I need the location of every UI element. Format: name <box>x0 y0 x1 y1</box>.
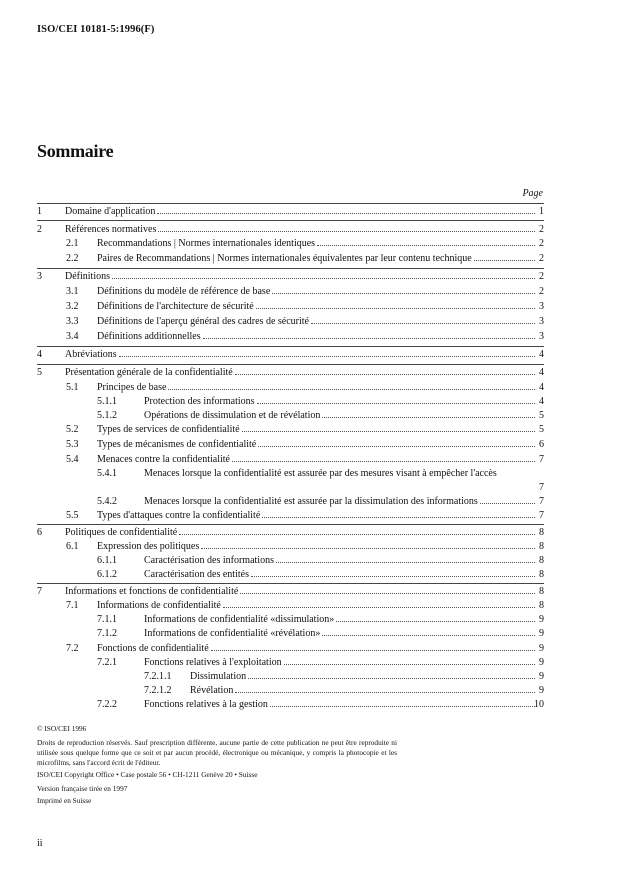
separator-rule <box>37 364 544 365</box>
toc-entry-page: 6 <box>539 439 544 450</box>
page-number: ii <box>37 838 43 849</box>
toc-entry-page: 3 <box>539 301 544 312</box>
version-note: Version française tirée en 1997 <box>37 784 128 793</box>
rights-notice: Droits de reproduction réservés. Sauf prescription différente, aucune partie de cette publication ne peut être reproduite ni utilisée sous quelque forme que ce soit et par aucun procédé, électronique ou mécanique, y compris la photocopie et les microfilms, sans l'accord écrit de l'éditeur. <box>37 738 397 767</box>
separator-rule <box>37 203 544 204</box>
copyright-office: ISO/CEI Copyright Office • Case postale 56 • CH-1211 Genève 20 • Suisse <box>37 770 258 779</box>
toc-entry-number: 2.1 <box>66 238 79 249</box>
toc-entry-number: 7 <box>37 586 42 597</box>
toc-entry-page: 9 <box>539 671 544 682</box>
toc-entry-5[interactable] <box>0 366 622 380</box>
toc-entry-number: 5.1.2 <box>97 410 117 421</box>
separator-rule <box>37 583 544 584</box>
toc-entry-page: 4 <box>539 382 544 393</box>
toc-entry-number: 2.2 <box>66 253 79 264</box>
toc-entry-number: 5.1.1 <box>97 396 117 407</box>
toc-entry-7-2-2[interactable] <box>0 698 622 712</box>
toc-entry-title: Types de services de confidentialité <box>97 424 240 435</box>
toc-entry-page: 1 <box>539 206 544 217</box>
toc-entry-title: Définitions <box>65 271 110 282</box>
toc-entry-page: 5 <box>539 424 544 435</box>
toc-entry-page: 10 <box>534 699 544 710</box>
toc-entry-title: Politiques de confidentialité <box>65 527 178 538</box>
document-id-header: ISO/CEI 10181-5:1996(F) <box>37 24 155 35</box>
toc-entry-number: 7.1 <box>66 600 79 611</box>
toc-entry-title: Protection des informations <box>144 396 255 407</box>
toc-entry-number: 5.3 <box>66 439 79 450</box>
toc-entry-5-1-1[interactable] <box>0 395 622 409</box>
toc-entry-title: Révélation <box>190 685 234 696</box>
toc-entry-page: 2 <box>539 271 544 282</box>
toc-entry-2-2[interactable] <box>0 252 622 266</box>
toc-entry-5-5[interactable] <box>0 509 622 523</box>
toc-entry-7-2[interactable] <box>0 642 622 656</box>
toc-entry-page: 8 <box>539 527 544 538</box>
toc-entry-title: Caractérisation des entités <box>144 569 249 580</box>
toc-entry-page: 9 <box>539 614 544 625</box>
toc-entry-title: Définitions de l'architecture de sécurité <box>97 301 254 312</box>
toc-entry-5-4-1[interactable] <box>0 467 622 495</box>
toc-entry-number: 7.1.1 <box>97 614 117 625</box>
toc-entry-page: 7 <box>539 496 544 507</box>
separator-rule <box>37 220 544 221</box>
toc-entry-title: Fonctions de confidentialité <box>97 643 209 654</box>
toc-entry-number: 3.3 <box>66 316 79 327</box>
page-column-label: Page <box>522 188 543 199</box>
toc-entry-page: 7 <box>539 454 544 465</box>
toc-entry-page: 4 <box>539 396 544 407</box>
toc-entry-page: 9 <box>539 685 544 696</box>
toc-entry-7-2-1-2[interactable] <box>0 684 622 698</box>
copyright-footer <box>37 724 397 806</box>
toc-entry-number: 3 <box>37 271 42 282</box>
toc-entry-number: 5.4.2 <box>97 496 117 507</box>
toc-entry-title: Définitions de l'aperçu général des cadres de sécurité <box>97 316 309 327</box>
separator-rule <box>37 268 544 269</box>
toc-entry-number: 3.2 <box>66 301 79 312</box>
toc-entry-number: 7.1.2 <box>97 628 117 639</box>
toc-entry-number: 1 <box>37 206 42 217</box>
toc-entry-3-1[interactable] <box>0 285 622 299</box>
toc-entry-title: Menaces lorsque la confidentialité est assurée par des mesures visant à empêcher l'accès <box>144 468 497 479</box>
toc-entry-number: 4 <box>37 349 42 360</box>
toc-entry-3-4[interactable] <box>0 330 622 344</box>
toc-entry-number: 7.2.1.1 <box>144 671 172 682</box>
toc-entry-3[interactable] <box>0 270 622 284</box>
toc-entry-title: Domaine d'application <box>65 206 156 217</box>
toc-entry-number: 3.4 <box>66 331 79 342</box>
toc-entry-7-2-1-1[interactable] <box>0 670 622 684</box>
toc-entry-number: 7.2.1.2 <box>144 685 172 696</box>
printed-in: Imprimé en Suisse <box>37 796 92 805</box>
toc-entry-6-1-2[interactable] <box>0 568 622 582</box>
toc-entry-page: 3 <box>539 316 544 327</box>
toc-entry-number: 7.2 <box>66 643 79 654</box>
toc-entry-page: 9 <box>539 657 544 668</box>
toc-entry-title: Opérations de dissimulation et de révélation <box>144 410 321 421</box>
toc-entry-page: 3 <box>539 331 544 342</box>
toc-entry-3-2[interactable] <box>0 300 622 314</box>
toc-entry-title: Présentation générale de la confidentialité <box>65 367 233 378</box>
toc-entry-5-4-2[interactable] <box>0 495 622 509</box>
toc-entry-title: Recommandations | Normes internationales identiques <box>97 238 316 249</box>
toc-entry-5-2[interactable] <box>0 423 622 437</box>
toc-entry-5-1[interactable] <box>0 381 622 395</box>
toc-entry-title: Principes de base <box>97 382 167 393</box>
toc-entry-title: Informations de confidentialité «dissimulation» <box>144 614 335 625</box>
toc-entry-number: 6.1 <box>66 541 79 552</box>
toc-entry-6-1-1[interactable] <box>0 554 622 568</box>
toc-entry-number: 5.4 <box>66 454 79 465</box>
toc-entry-4[interactable] <box>0 348 622 362</box>
toc-entry-page: 2 <box>539 253 544 264</box>
toc-entry-page: 8 <box>539 569 544 580</box>
toc-entry-title: Informations de confidentialité «révélation» <box>144 628 321 639</box>
toc-entry-page: 8 <box>539 600 544 611</box>
toc-entry-page: 9 <box>539 628 544 639</box>
toc-entry-number: 5.5 <box>66 510 79 521</box>
toc-entry-number: 2 <box>37 224 42 235</box>
toc-entry-7-1-2[interactable] <box>0 627 622 641</box>
toc-entry-5-1-2[interactable] <box>0 409 622 423</box>
toc-entry-7-1[interactable] <box>0 599 622 613</box>
toc-entry-number: 5.1 <box>66 382 79 393</box>
toc-entry-title: Types de mécanismes de confidentialité <box>97 439 257 450</box>
toc-entry-number: 5 <box>37 367 42 378</box>
toc-entry-5-3[interactable] <box>0 438 622 452</box>
toc-entry-6[interactable] <box>0 526 622 540</box>
toc-entry-number: 5.4.1 <box>97 468 117 479</box>
toc-entry-page: 9 <box>539 643 544 654</box>
toc-entry-2[interactable] <box>0 223 622 237</box>
toc-entry-title: Paires de Recommandations | Normes internationales équivalentes par leur contenu technique <box>97 253 472 264</box>
toc-entry-title: Définitions additionnelles <box>97 331 201 342</box>
toc-entry-title: Dissimulation <box>190 671 247 682</box>
toc-entry-number: 7.2.1 <box>97 657 117 668</box>
page-title: Sommaire <box>37 141 114 161</box>
toc-entry-number: 6 <box>37 527 42 538</box>
toc-entry-title: Expression des politiques <box>97 541 200 552</box>
toc-entry-page: 7 <box>539 482 544 493</box>
toc-entry-page: 4 <box>539 367 544 378</box>
toc-entry-number: 6.1.2 <box>97 569 117 580</box>
toc-entry-title: Abréviations <box>65 349 117 360</box>
toc-entry-7-2-1[interactable] <box>0 656 622 670</box>
toc-entry-title: Définitions du modèle de référence de base <box>97 286 271 297</box>
toc-entry-page: 5 <box>539 410 544 421</box>
toc-entry-2-1[interactable] <box>0 237 622 251</box>
toc-entry-7-1-1[interactable] <box>0 613 622 627</box>
toc-entry-1[interactable] <box>0 205 622 219</box>
copyright-line: © ISO/CEI 1996 <box>37 724 87 733</box>
toc-entry-page: 8 <box>539 586 544 597</box>
toc-entry-page: 7 <box>539 510 544 521</box>
toc-entry-page: 2 <box>539 224 544 235</box>
toc-entry-5-4[interactable] <box>0 453 622 467</box>
toc-entry-3-3[interactable] <box>0 315 622 329</box>
toc-entry-7[interactable] <box>0 585 622 599</box>
toc-entry-number: 5.2 <box>66 424 79 435</box>
toc-entry-title: Informations et fonctions de confidentialité <box>65 586 239 597</box>
toc-entry-title: Caractérisation des informations <box>144 555 274 566</box>
separator-rule <box>37 346 544 347</box>
toc-entry-title: Types d'attaques contre la confidentialité <box>97 510 261 521</box>
toc-entry-title: Informations de confidentialité <box>97 600 221 611</box>
toc-entry-6-1[interactable] <box>0 540 622 554</box>
toc-entry-title: Références normatives <box>65 224 157 235</box>
toc-entry-title: Fonctions relatives à la gestion <box>144 699 268 710</box>
toc-entry-page: 8 <box>539 541 544 552</box>
toc-entry-page: 2 <box>539 238 544 249</box>
toc-entry-number: 6.1.1 <box>97 555 117 566</box>
toc-entry-page: 2 <box>539 286 544 297</box>
toc-entry-page: 4 <box>539 349 544 360</box>
toc-entry-page: 8 <box>539 555 544 566</box>
toc-entry-number: 7.2.2 <box>97 699 117 710</box>
toc-entry-number: 3.1 <box>66 286 79 297</box>
toc-entry-title: Fonctions relatives à l'exploitation <box>144 657 282 668</box>
toc-entry-title: Menaces lorsque la confidentialité est assurée par la dissimulation des informations <box>144 496 478 507</box>
toc-entry-title: Menaces contre la confidentialité <box>97 454 230 465</box>
separator-rule <box>37 524 544 525</box>
